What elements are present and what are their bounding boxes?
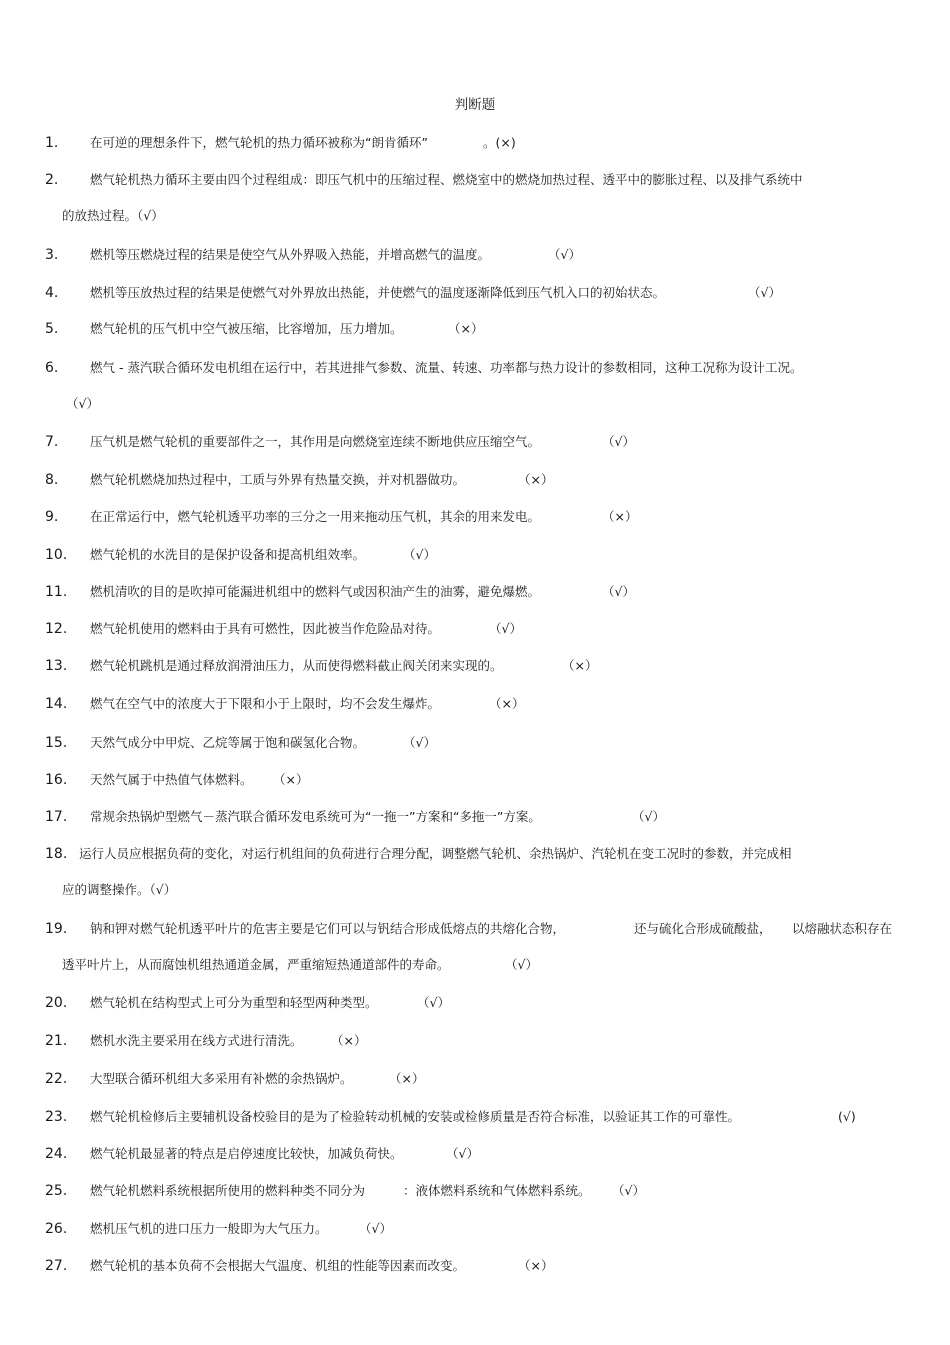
item-number: 10. — [45, 547, 68, 563]
item-number: 26. — [45, 1221, 68, 1237]
list-item — [0, 771, 950, 789]
item-number: 3. — [45, 247, 59, 263]
item-number: 16. — [45, 772, 68, 788]
list-item — [0, 471, 950, 489]
item-answer: （√） — [66, 396, 99, 411]
item-number: 25. — [45, 1183, 68, 1199]
item-text-continuation: 透平叶片上，从而腐蚀机组热通道金属，严重缩短热通道部件的寿命。 — [62, 957, 450, 972]
item-text: 燃气轮机最显著的特点是启停速度比较快，加减负荷快。 — [90, 1146, 403, 1161]
item-text: 燃气在空气中的浓度大于下限和小于上限时，均不会发生爆炸。 — [90, 696, 441, 711]
list-item — [0, 1182, 950, 1200]
item-text: 压气机是燃气轮机的重要部件之一，其作用是向燃烧室连续不断地供应压缩空气。 — [90, 434, 541, 449]
list-item-continuation — [0, 881, 950, 899]
list-item — [0, 433, 950, 451]
list-item — [0, 134, 950, 152]
list-item — [0, 508, 950, 526]
item-number: 14. — [45, 696, 68, 712]
item-answer: （√） — [505, 957, 538, 972]
item-number: 7. — [45, 434, 59, 450]
item-answer: （√） — [359, 1221, 392, 1236]
item-number: 6. — [45, 360, 59, 376]
item-text: 燃机等压燃烧过程的结果是使空气从外界吸入热能，并增高燃气的温度。 — [90, 247, 491, 262]
item-answer: （√） — [548, 247, 581, 262]
item-text: 燃气轮机检修后主要辅机设备校验目的是为了检验转动机械的安装或检修质量是否符合标准，以验证其工作的可靠性。 — [90, 1109, 741, 1124]
item-text: 常规余热锅炉型燃气－蒸汽联合循环发电系统可为“一拖一”方案和“多拖一”方案。 — [90, 809, 541, 824]
item-text: 天然气属于中热值气体燃料。 — [90, 772, 253, 787]
list-item — [0, 1145, 950, 1163]
list-item — [0, 583, 950, 601]
list-item-continuation — [0, 956, 950, 974]
item-number: 13. — [45, 658, 68, 674]
item-answer: （√） — [748, 285, 781, 300]
list-item — [0, 320, 950, 338]
item-number: 15. — [45, 735, 68, 751]
item-text: 运行人员应根据负荷的变化，对运行机组间的负荷进行合理分配，调整燃气轮机、余热锅炉、汽轮机在变工况时的参数，并完成相 — [79, 846, 792, 861]
item-answer: （√） — [446, 1146, 479, 1161]
list-item — [0, 808, 950, 826]
item-number: 19. — [45, 921, 68, 937]
list-item — [0, 1070, 950, 1088]
item-text: 大型联合循环机组大多采用有补燃的余热锅炉。 — [90, 1071, 353, 1086]
item-text: 燃气轮机在结构型式上可分为重型和轻型两种类型。 — [90, 995, 378, 1010]
item-answer: （√） — [602, 434, 635, 449]
item-number: 11. — [45, 584, 68, 600]
item-answer: （×） — [602, 509, 638, 524]
item-text: 燃气轮机燃料系统根据所使用的燃料种类不同分为 — [90, 1183, 366, 1198]
item-number: 2. — [45, 172, 59, 188]
item-answer: （√） — [489, 621, 522, 636]
item-answer: （×） — [389, 1071, 425, 1086]
item-number: 24. — [45, 1146, 68, 1162]
item-number: 27. — [45, 1258, 68, 1274]
list-item — [0, 284, 950, 302]
list-item — [0, 994, 950, 1012]
item-answer: （×） — [273, 772, 309, 787]
item-text: 燃气轮机使用的燃料由于具有可燃性，因此被当作危险品对待。 — [90, 621, 441, 636]
item-text: 钠和钾对燃气轮机透平叶片的危害主要是它们可以与钒结合形成低熔点的共熔化合物， — [90, 921, 566, 936]
list-item — [0, 845, 950, 863]
item-number: 9. — [45, 509, 59, 525]
list-item — [0, 920, 950, 938]
item-number: 5. — [45, 321, 59, 337]
list-item — [0, 620, 950, 638]
item-text-part: 还与硫化合形成硫酸盐， — [634, 921, 772, 936]
item-number: 17. — [45, 809, 68, 825]
item-text: 天然气成分中甲烷、乙烷等属于饱和碳氢化合物。 — [90, 735, 366, 750]
list-item — [0, 695, 950, 713]
list-item — [0, 1257, 950, 1275]
item-answer: （√） — [612, 1183, 645, 1198]
item-number: 20. — [45, 995, 68, 1011]
item-answer: (√) — [838, 1109, 856, 1124]
list-item-continuation — [0, 207, 950, 225]
item-text: 燃机清吹的目的是吹掉可能漏进机组中的燃料气或因积油产生的油雾，避免爆燃。 — [90, 584, 541, 599]
list-item — [0, 1032, 950, 1050]
item-number: 22. — [45, 1071, 68, 1087]
item-answer: （×） — [331, 1033, 367, 1048]
list-item-continuation — [0, 395, 950, 413]
item-answer: 。(×) — [483, 135, 516, 150]
item-answer: （×） — [562, 658, 598, 673]
item-answer: （×） — [518, 472, 554, 487]
item-text: 燃气轮机热力循环主要由四个过程组成：即压气机中的压缩过程、燃烧室中的燃烧加热过程、透平中的膨胀过程、以及排气系统中 — [90, 172, 803, 187]
item-answer: （×） — [489, 696, 525, 711]
item-number: 18. — [45, 846, 68, 862]
list-item — [0, 1220, 950, 1238]
item-text-continuation: 的放热过程。（√） — [62, 208, 164, 223]
item-text: 燃气轮机跳机是通过释放润滑油压力，从而使得燃料截止阀关闭来实现的。 — [90, 658, 503, 673]
item-answer: （√） — [417, 995, 450, 1010]
page-title: 判断题 — [454, 97, 496, 113]
list-item — [0, 171, 950, 189]
item-answer: （√） — [403, 735, 436, 750]
item-answer: （√） — [632, 809, 665, 824]
item-number: 23. — [45, 1109, 68, 1125]
list-item — [0, 246, 950, 264]
item-answer: （×） — [448, 321, 484, 336]
item-number: 21. — [45, 1033, 68, 1049]
item-text-continuation: 应的调整操作。（√） — [62, 882, 177, 897]
list-item — [0, 1108, 950, 1126]
list-item — [0, 359, 950, 377]
item-text: 燃机压气机的进口压力一般即为大气压力。 — [90, 1221, 328, 1236]
item-text: 燃气轮机燃烧加热过程中，工质与外界有热量交换，并对机器做功。 — [90, 472, 466, 487]
item-answer: （√） — [602, 584, 635, 599]
list-item — [0, 734, 950, 752]
item-text: 燃气轮机的压气机中空气被压缩，比容增加，压力增加。 — [90, 321, 403, 336]
item-text: 燃气 - 蒸汽联合循环发电机组在运行中，若其进排气参数、流量、转速、功率都与热力设计的参数相同，这种工况称为设计工况。 — [90, 360, 803, 375]
item-text: 燃气轮机的水洗目的是保护设备和提高机组效率。 — [90, 547, 366, 562]
item-answer: （√） — [403, 547, 436, 562]
item-number: 8. — [45, 472, 59, 488]
item-text: 燃气轮机的基本负荷不会根据大气温度、机组的性能等因素而改变。 — [90, 1258, 466, 1273]
item-number: 1. — [45, 135, 59, 151]
list-item — [0, 657, 950, 675]
item-answer: （×） — [518, 1258, 554, 1273]
item-text: 燃机等压放热过程的结果是使燃气对外界放出热能，并使燃气的温度逐渐降低到压气机入口的初始状态。 — [90, 285, 666, 300]
item-text: 在正常运行中，燃气轮机透平功率的三分之一用来拖动压气机，其余的用来发电。 — [90, 509, 541, 524]
item-text: 燃机水洗主要采用在线方式进行清洗。 — [90, 1033, 303, 1048]
item-number: 12. — [45, 621, 68, 637]
item-text: 在可逆的理想条件下，燃气轮机的热力循环被称为“朗肯循环” — [90, 135, 428, 150]
list-item — [0, 546, 950, 564]
item-text-part: 以熔融状态积存在 — [792, 921, 893, 936]
item-text-part: ：液体燃料系统和气体燃料系统。 — [403, 1183, 591, 1198]
item-number: 4. — [45, 285, 59, 301]
